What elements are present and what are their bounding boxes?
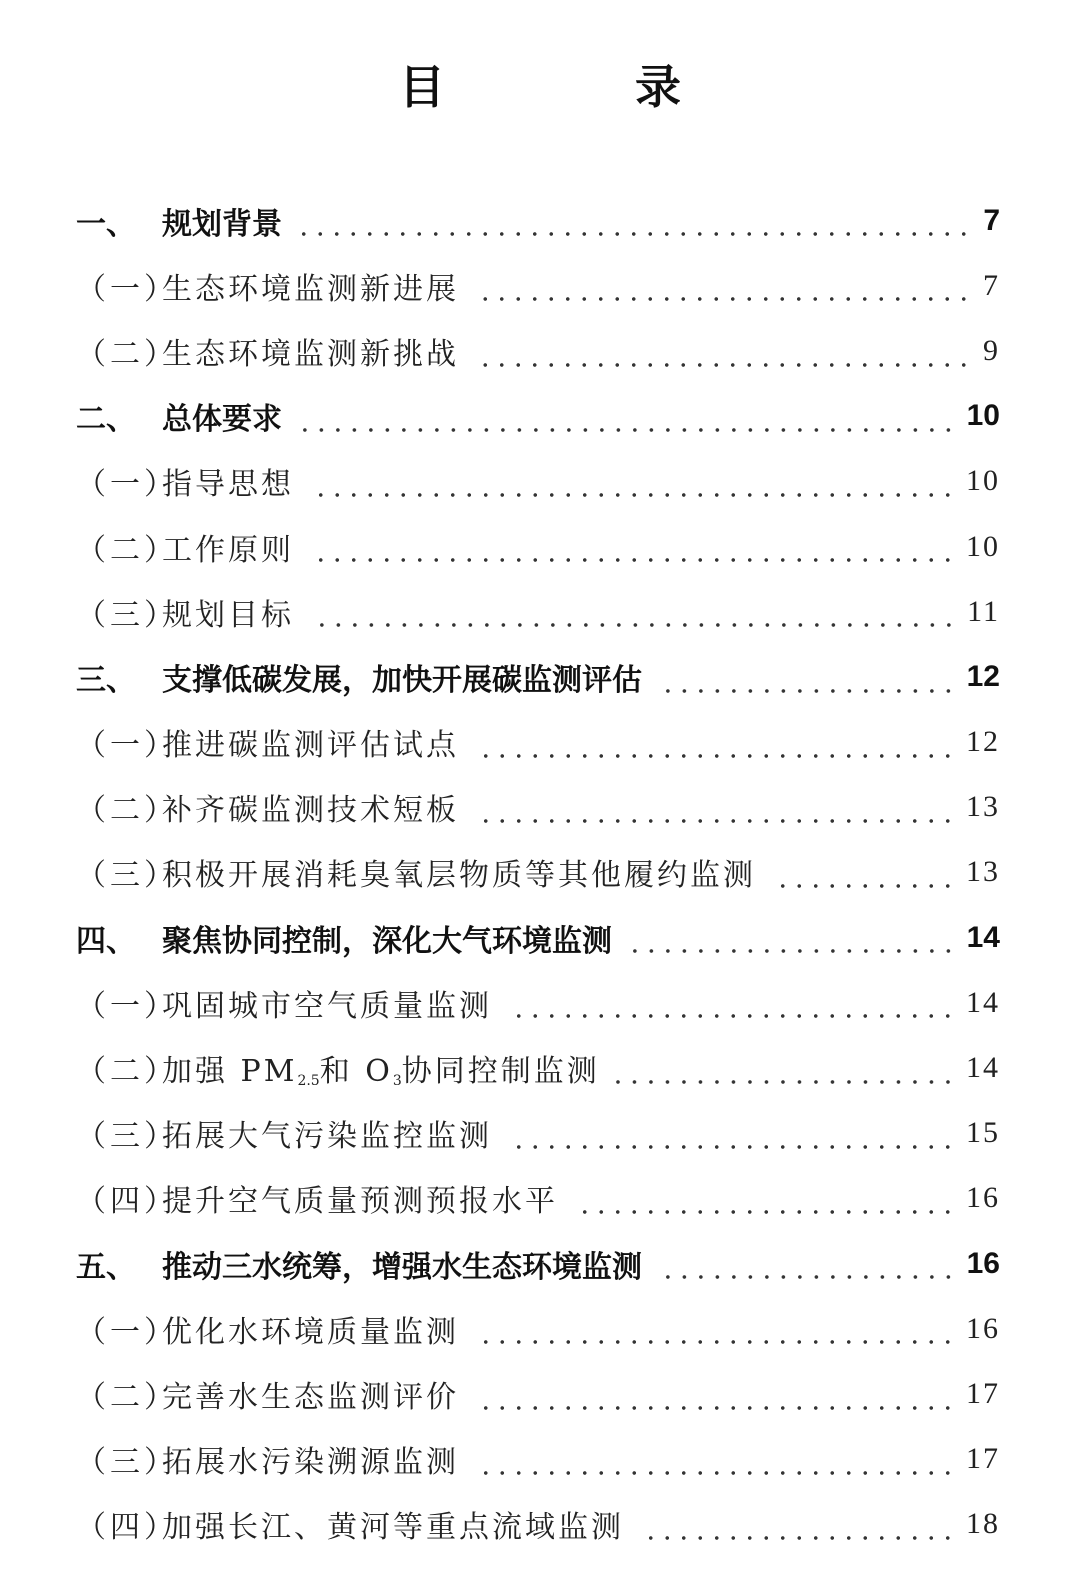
dot-leader [473,1339,956,1345]
toc-title: 总体要求 [162,402,282,438]
toc-page-number: 13 [966,855,1000,889]
toc-number: （二） [76,793,178,829]
dot-leader [473,753,956,759]
toc-title: 规划目标 [162,597,294,633]
dot-leader [473,296,972,302]
toc-title: 优化水环境质量监测 [162,1314,459,1350]
dot-leader [473,818,956,824]
toc-title-part: 和 O [319,1054,393,1090]
toc-page-number: 17 [966,1376,1000,1410]
toc-title: 完善水生态监测评价 [162,1379,459,1415]
dot-leader [614,1079,956,1085]
dot-leader [656,688,957,694]
toc-title: 积极开展消耗臭氧层物质等其他履约监测 [162,858,756,894]
toc-chapter-4[interactable] [76,905,1000,970]
toc-page-number: 18 [966,1507,1000,1541]
toc-number: （二） [76,336,178,372]
toc-number: （一） [76,467,178,503]
toc-title: 生态环境监测新进展 [162,271,459,307]
toc-page-number: 9 [983,333,1000,367]
toc-page-number: 14 [966,985,1000,1019]
toc-title: 指导思想 [162,467,294,503]
toc-number: 二、 [76,402,136,438]
toc-section-1-1[interactable] [76,253,1000,318]
subscript: 3 [392,1073,402,1090]
toc-section-2-3[interactable] [76,579,1000,644]
toc-page-number: 11 [967,594,1000,628]
toc-number: （一） [76,1314,178,1350]
toc-number: （三） [76,1119,178,1155]
toc-page-number: 15 [966,1116,1000,1150]
toc-page-number: 16 [966,1246,1000,1280]
toc-page-number: 14 [966,1051,1000,1085]
toc-number: （一） [76,988,178,1024]
toc-title: 推进碳监测评估试点 [162,728,459,764]
toc-section-3-1[interactable] [76,710,1000,775]
toc-section-2-1[interactable] [76,449,1000,514]
dot-leader [770,883,956,889]
toc-title: 巩固城市空气质量监测 [162,988,492,1024]
toc-number: 一、 [76,206,136,242]
toc-page-number: 10 [966,399,1000,433]
toc-title: 加强长江、黄河等重点流域监测 [162,1510,624,1546]
toc-title: 规划背景 [162,206,282,242]
toc-title: 拓展水污染溯源监测 [162,1445,459,1481]
toc-chapter-1[interactable] [76,188,1000,253]
toc-page-number: 14 [966,920,1000,954]
toc-number: （三） [76,597,178,633]
toc-title: 提升空气质量预测预报水平 [162,1184,558,1220]
dot-leader [308,492,956,498]
toc-number: （二） [76,1054,178,1090]
dot-leader [473,362,972,368]
toc-page-number: 12 [966,725,1000,759]
toc-number: （一） [76,728,178,764]
toc-number: （二） [76,532,178,568]
toc-title: 推动三水统筹，增强水生态环境监测 [162,1249,642,1285]
toc-section-3-3[interactable] [76,840,1000,905]
toc-page-number: 7 [983,268,1000,302]
toc-title: 工作原则 [162,532,294,568]
toc-chapter-3[interactable] [76,644,1000,709]
toc-title: 生态环境监测新挑战 [162,336,459,372]
page-title: 目 录 [399,60,753,114]
toc-number: 三、 [76,662,136,698]
toc-number: （四） [76,1510,178,1546]
toc-title-part: 加强 PM [162,1054,298,1090]
toc-title: 拓展大气污染监控监测 [162,1119,492,1155]
toc-page-number: 13 [966,790,1000,824]
dot-leader [296,427,957,433]
toc-number: （一） [76,271,178,307]
toc-title-part: 协同控制监测 [401,1054,600,1090]
toc-section-5-1[interactable] [76,1296,1000,1361]
toc-section-1-2[interactable] [76,318,1000,383]
toc-title: 聚焦协同控制，深化大气环境监测 [162,923,612,959]
dot-leader [506,1144,956,1150]
toc-title [162,1046,600,1090]
toc-title: 补齐碳监测技术短板 [162,793,459,829]
subscript: 2.5 [297,1073,320,1090]
dot-leader [308,622,957,628]
toc-section-2-2[interactable] [76,514,1000,579]
toc-page-number: 10 [966,529,1000,563]
toc-section-5-2[interactable] [76,1361,1000,1426]
toc-section-4-2[interactable] [76,1035,1000,1100]
toc-number: 四、 [76,923,136,959]
toc-chapter-5[interactable] [76,1231,1000,1296]
dot-leader [626,948,957,954]
toc-number: （四） [76,1184,178,1220]
toc-page-number: 16 [966,1181,1000,1215]
dot-leader [506,1013,956,1019]
toc-number: 五、 [76,1249,136,1285]
toc-page-number: 17 [966,1442,1000,1476]
toc-page-number: 12 [966,659,1000,693]
dot-leader [638,1535,956,1541]
dot-leader [572,1209,956,1215]
toc-page-number: 7 [983,203,1000,237]
dot-leader [656,1274,957,1280]
dot-leader [308,557,956,563]
toc-number: （二） [76,1379,178,1415]
toc-page-number: 10 [966,464,1000,498]
toc-number: （三） [76,1445,178,1481]
toc-section-4-1[interactable] [76,970,1000,1035]
dot-leader [473,1470,956,1476]
toc-section-5-4[interactable] [76,1492,1000,1557]
toc-section-5-3[interactable] [76,1427,1000,1492]
toc-title: 支撑低碳发展，加快开展碳监测评估 [162,662,642,698]
toc-number: （三） [76,858,178,894]
dot-leader [296,231,972,237]
toc-section-4-3[interactable] [76,1101,1000,1166]
toc-section-4-4[interactable] [76,1166,1000,1231]
table-of-contents [76,188,1000,1557]
toc-page-number: 16 [966,1311,1000,1345]
toc-chapter-2[interactable] [76,384,1000,449]
toc-section-3-2[interactable] [76,775,1000,840]
dot-leader [473,1405,956,1411]
